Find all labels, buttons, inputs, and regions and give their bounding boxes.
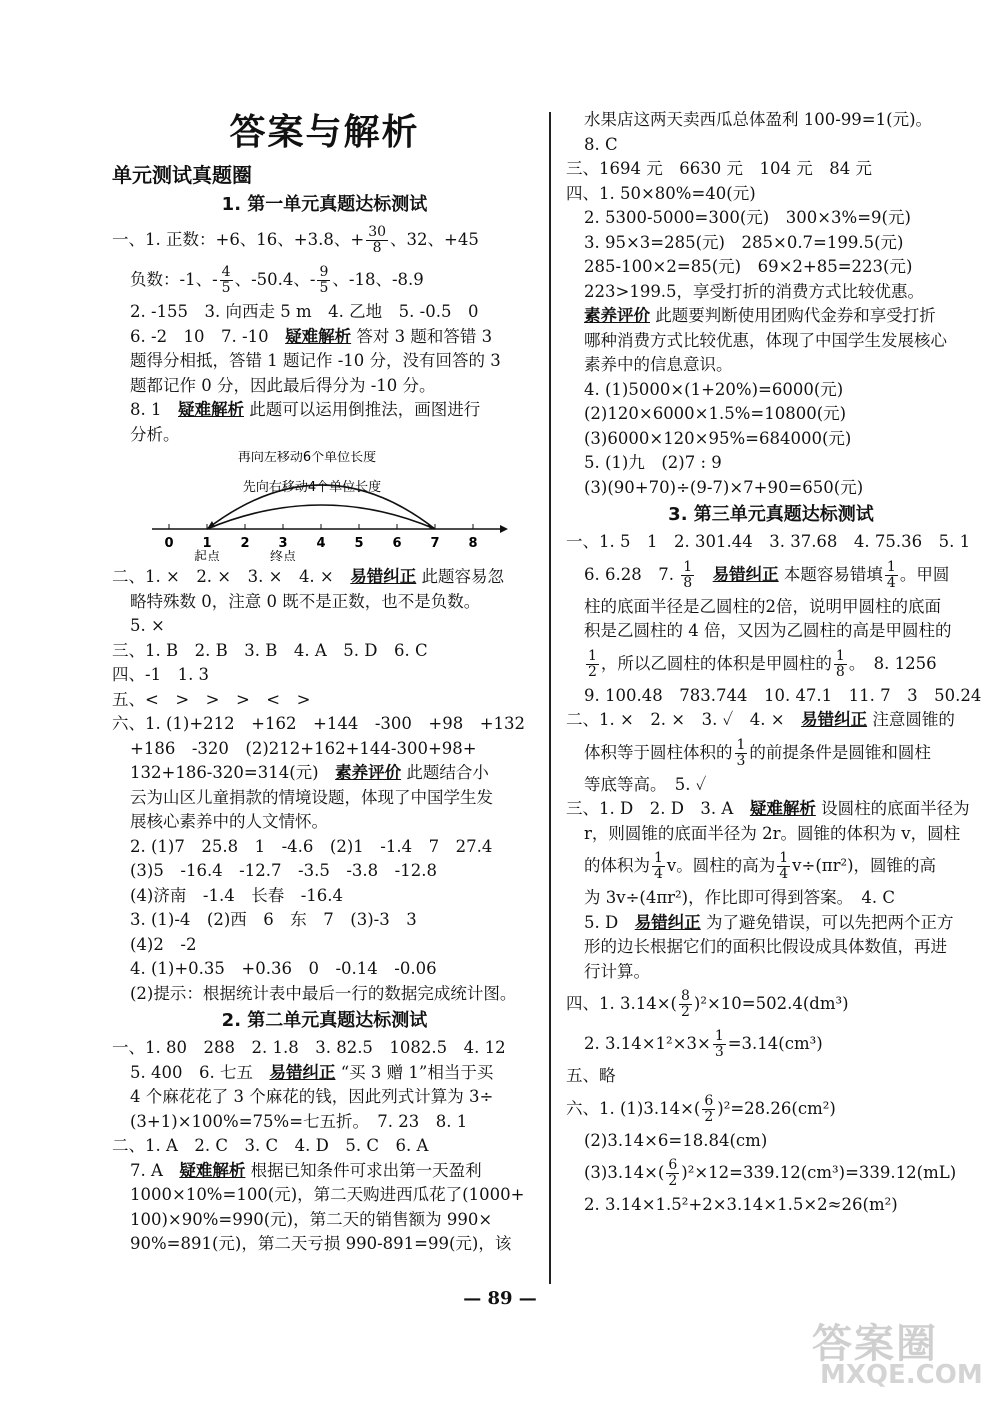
watermark [812,1312,983,1392]
answer-line: +186 -320 (2)212+162+144-300+98+ [130,738,477,758]
fraction: $\frac{1}{8}$ [683,558,693,591]
answer-line: 2. 3.14×1.5²+2×3.14×1.5×2≈26(m²) [584,1195,898,1214]
answer-line: 题都记作 0 分，因此最后得分为 -10 分。 [130,375,436,395]
tick-label: 3 [278,536,288,551]
number-line-svg [112,451,537,561]
answer-line: 水果店这两天卖西瓜总体盈利 100-99=1(元)。 [584,110,933,129]
hint-tag: 易错纠正 [269,1062,336,1082]
answer-line: 3. (1)-4 (2)西 6 东 7 (3)-3 3 [130,910,417,929]
answer-line: 六、1. (1)+212 +162 +144 -300 +98 +132 [112,714,526,733]
answer-line: (3)6000×120×95%=684000(元) [584,428,852,448]
tick-label: 8 [468,536,478,551]
answer-line: 体积等于圆柱体积的 $\frac{1}{3}$ 的前提条件是圆锥和圆柱 [584,736,931,769]
page-title: 答案与解析 [229,112,420,153]
answer-line: 积是乙圆柱的 4 倍，又因为乙圆柱的高是甲圆柱的 [584,621,952,640]
fraction: $\frac{4}{5}$ [221,264,231,296]
answer-line: 二、1. A 2. C 3. C 4. D 5. C 6. A [112,1136,429,1155]
answer-line: 云为山区儿童捐款的情境设题，体现了中国学生发 [130,787,493,807]
answer-line: (2)3.14×6=18.84(cm) [584,1130,768,1150]
answer-line: (3+1)×100%=75%=七五折。 7. 23 8. 1 [130,1111,468,1131]
hint-tag: 易错纠正 [634,912,701,932]
axis-arrow [500,525,508,533]
tick-label: 0 [164,536,174,551]
answer-line: 4 个麻花花了 3 个麻花的钱，因此列式计算为 3÷ [130,1087,494,1106]
column-divider [549,112,551,1284]
answer-line: 二、1. × 2. × 3. × 4. × 易错纠正 此题容易忽 [112,567,505,586]
answer-line: 一、1. 80 288 2. 1.8 3. 82.5 1082.5 4. 12 [112,1038,506,1057]
fraction: $\frac{6}{2}$ [668,1157,678,1189]
answer-line: 6. 6.28 7. $\frac{1}{8}$ 易错纠正 本题容易错填 $\frac{1}{4}$ 。甲圆 [584,558,950,591]
answer-line: 负数：-1、- $\frac{4}{5}$ 、-50.4、- $\frac{9}{5}$ 、-18、-8.9 [130,264,424,296]
answer-line: 5. × [130,616,165,635]
tick-label: 6 [392,536,402,551]
fraction: $\frac{6}{2}$ [704,1092,714,1125]
answer-line: 5. 400 6. 七五 易错纠正 “买 3 赠 1”相当于买 [130,1062,494,1082]
answer-line: 132+186-320=314(元) 素养评价 此题结合小 [130,763,489,782]
answer-line: 四、-1 1. 3 [112,665,210,684]
answer-line: 一、1. 正数：+6、16、+3.8、+ $\frac{30}{8}$ 、32、+45 [112,224,479,256]
answer-line: 分析。 [130,424,180,444]
answer-line: 223>199.5，享受打折的消费方式比较优惠。 [584,281,925,301]
answer-line: 哪种消费方式比较优惠，体现了中国学生发展核心 [584,330,947,350]
page-number: — 89 — [463,1288,537,1309]
answer-line: r，则圆锥的底面半径为 2r。圆锥的体积为 v，圆柱 [584,823,961,843]
answer-line: 展核心素养中的人文情怀。 [130,812,328,831]
answer-line: 四、1. 50×80%=40(元) [566,183,756,203]
fraction: $\frac{1}{3}$ [736,736,746,769]
fraction: $\frac{1}{4}$ [779,850,789,882]
answer-line: 行计算。 [584,961,650,981]
answer-line: 四、1. 3.14×( $\frac{8}{2}$ )²×10=502.4(dm³) [566,988,849,1020]
fraction: $\frac{1}{4}$ [886,558,896,591]
fraction: $\frac{9}{5}$ [319,264,329,296]
answer-line: 1000×10%=100(元)，第二天购进西瓜花了(1000+ [130,1185,525,1204]
answer-line: 4. (1)5000×(1+20%)=6000(元) [584,379,844,399]
tick-label: 1 [202,536,212,551]
answer-line: 5. (1)九 (2)7 : 9 [584,453,722,472]
section-heading: 单元测试真题圈 [112,163,252,187]
move-right-label: 先向右移动4个单位长度 [242,480,382,495]
answer-line: 三、1. B 2. B 3. B 4. A 5. D 6. C [112,640,428,660]
answer-line: (2)提示：根据统计表中最后一行的数据完成统计图。 [130,983,517,1003]
answer-line: 2. 3.14×1²×3× $\frac{1}{3}$ =3.14(cm³) [584,1028,823,1060]
right-column [566,108,982,1218]
fraction: $\frac{1}{2}$ [588,647,597,680]
answer-line: 柱的底面半径是乙圆柱的2倍，说明甲圆柱的底面 [584,596,941,616]
hint-tag: 素养评价 [584,306,650,325]
answer-line: 7. A 疑难解析 根据已知条件可求出第一天盈利 [130,1160,482,1180]
answer-line: (3)(90+70)÷(9-7)×7+90=650(元) [584,477,864,497]
fraction: $\frac{1}{3}$ [714,1028,724,1060]
fraction: $\frac{8}{2}$ [681,988,690,1020]
answer-line: 285-100×2=85(元) 69×2+85=223(元) [584,257,913,276]
answer-line: 2. (1)7 25.8 1 -4.6 (2)1 -1.4 7 27.4 [130,836,493,856]
answer-line: 三、1. D 2. D 3. A 疑难解析 设圆柱的底面半径为 [566,799,970,818]
answer-line: 的体积为 $\frac{1}{4}$ v。圆柱的高为 $\frac{1}{4}$ v÷(πr²)，圆锥的高 [584,850,937,882]
answer-line: 素养评价 此题要判断使用团购代金券和享受打折 [584,306,936,325]
answer-line: 为 3v÷(4πr²)，作比即可得到答案。 4. C [584,888,895,907]
answer-line: (4)2 -2 [130,934,197,954]
answer-line: 6. -2 10 7. -10 疑难解析 答对 3 题和答错 3 [130,326,493,346]
answer-line: 题得分相抵，答错 1 题记作 -10 分，没有回答的 3 [130,351,501,370]
fraction: $\frac{1}{4}$ [654,850,663,882]
answer-line: 2. 5300-5000=300(元) 300×3%=9(元) [584,208,911,227]
arc-arrowhead [207,521,215,529]
answer-line: 5. D 易错纠正 为了避免错误，可以先把两个正方 [584,912,954,932]
answer-line: 二、1. × 2. × 3. ✓ 4. × 易错纠正 注意圆锥的 [566,710,955,729]
hint-tag: 疑难解析 [285,326,352,346]
answer-line: 六、1. (1)3.14×( $\frac{6}{2}$ )²=28.26(cm²) [566,1092,836,1125]
answer-line: $\frac{1}{2}$ ，所以乙圆柱的体积是甲圆柱的 $\frac{1}{8}$ 。 8. 1256 [588,647,937,680]
tick-label: 2 [240,536,250,551]
answer-line: 一、1. 5 1 2. 301.44 3. 37.68 4. 75.36 5. 1 [566,532,971,551]
tick-label: 5 [354,536,364,551]
answer-line: 8. 1 疑难解析 此题可以运用倒推法，画图进行 [130,400,481,419]
hint-tag: 易错纠正 [801,710,868,729]
answer-line: 等底等高。 5. ✓ [584,774,707,794]
answer-line: 五、略 [566,1066,616,1085]
move-left-label: 再向左移动6个单位长度 [237,451,377,465]
answer-line: (3)3.14×( $\frac{6}{2}$ )²×12=339.12(cm³)=339.12(mL) [584,1157,957,1189]
tick-label: 4 [316,536,326,551]
answer-line: 9. 100.48 783.744 10. 47.1 11. 7 3 50.24 [584,685,982,705]
unit-heading: 2. 第二单元真题达标测试 [221,1010,428,1031]
answer-line: (4)济南 -1.4 长春 -16.4 [130,885,344,905]
start-label: 起点 [193,550,221,561]
unit-heading: 3. 第三单元真题达标测试 [668,504,874,525]
hint-tag: 素养评价 [335,763,402,782]
answer-line: 100)×90%=990(元)，第二天的销售额为 990× [130,1209,493,1229]
answer-line: 素养中的信息意识。 [584,355,733,374]
fraction: $\frac{30}{8}$ [368,224,387,256]
answer-line: (2)120×6000×1.5%=10800(元) [584,404,847,423]
answer-line: 三、1694 元 6630 元 104 元 84 元 [566,159,872,178]
answer-line: 五、< > > > < > [112,689,311,709]
number-line-diagram [112,451,537,561]
hint-tag: 疑难解析 [178,400,244,419]
unit-heading: 1. 第一单元真题达标测试 [221,194,428,215]
hint-tag: 易错纠正 [712,564,779,584]
left-column [112,108,537,1257]
watermark-logo: 答案圈 [812,1321,938,1367]
answer-line: 3. 95×3=285(元) 285×0.7=199.5(元) [584,232,904,252]
answer-line: 形的边长根据它们的面积比假设成具体数值，再进 [584,937,947,956]
tick-label: 7 [430,536,440,551]
hint-tag: 疑难解析 [179,1160,246,1180]
answer-line: 4. (1)+0.35 +0.36 0 -0.14 -0.06 [130,959,437,978]
answer-line: 90%=891(元)，第二天亏损 990-891=99(元)，该 [130,1234,512,1253]
answer-line: 8. C [584,134,618,154]
watermark-url: MXQE.COM [820,1360,983,1390]
answer-line: 2. -155 3. 向西走 5 m 4. 乙地 5. -0.5 0 [130,302,479,321]
hint-tag: 疑难解析 [749,799,816,818]
fraction: $\frac{1}{8}$ [835,647,845,680]
end-label: 终点 [269,550,297,561]
hint-tag: 易错纠正 [350,567,417,586]
answer-line: (3)5 -16.4 -12.7 -3.5 -3.8 -12.8 [130,861,437,880]
answer-line: 略特殊数 0，注意 0 既不是正数，也不是负数。 [130,591,481,611]
